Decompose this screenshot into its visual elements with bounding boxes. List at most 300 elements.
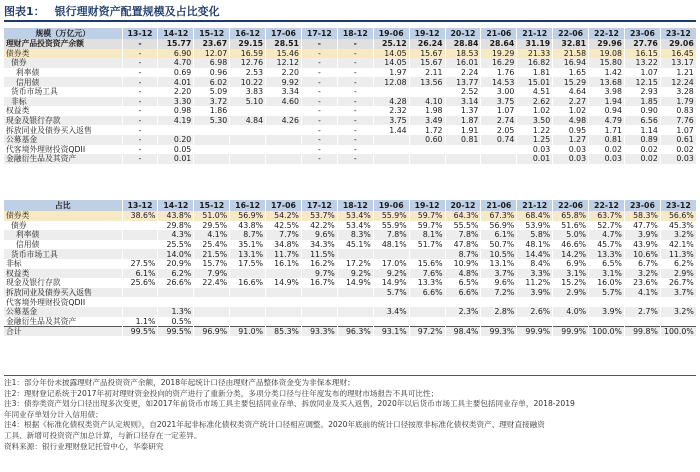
table-cell	[266, 307, 302, 317]
table-cell	[481, 145, 517, 155]
table-row	[4, 135, 696, 145]
table-cell: 12.07	[194, 49, 230, 59]
header-period-cell: 15-12	[194, 200, 230, 211]
table-cell: 0.94	[589, 106, 625, 116]
table-cell: 65.8%	[553, 211, 589, 221]
share-table	[4, 200, 697, 336]
table-cell: 35.1%	[230, 240, 266, 250]
table-cell: 16.94	[553, 58, 589, 68]
table-cell	[481, 297, 517, 307]
table-cell: 29.96	[589, 39, 625, 49]
table-cell: 4.79	[589, 116, 625, 126]
table-cell: 4.7%	[589, 230, 625, 240]
table-cell: 11.7%	[266, 249, 302, 259]
table-cell	[337, 297, 373, 307]
table-cell: 19.29	[481, 49, 517, 59]
table-cell: 1.14	[624, 125, 660, 135]
table-cell: -	[337, 49, 373, 59]
table-cell: 3.3%	[517, 269, 553, 279]
table-cell: 6.6%	[409, 288, 445, 298]
table-cell	[158, 125, 194, 135]
row-label: 代客境外理财投资QDII	[4, 297, 122, 307]
table-cell: 0.69	[158, 68, 194, 78]
table-cell: 3.4%	[373, 307, 409, 317]
table-cell: 5.09	[194, 87, 230, 97]
table-cell: 11.5%	[301, 249, 337, 259]
table-cell: 5.7%	[589, 288, 625, 298]
header-period-cell: 19-12	[409, 28, 445, 39]
table-cell: 1.3%	[158, 307, 194, 317]
footnote-line: 注1：部分年份未披露理财产品投资资产余额，2018年起统计口径由理财产品整体资金变为非保本理财；	[4, 378, 355, 387]
table-cell: 7.8%	[445, 230, 481, 240]
table-cell: 4.84	[230, 116, 266, 126]
table-cell: 14.2%	[553, 249, 589, 259]
table-cell: 51.0%	[194, 211, 230, 221]
table-cell: 0.90	[624, 106, 660, 116]
table-cell	[194, 297, 230, 307]
row-label: 信用债	[4, 77, 122, 87]
table-cell: 3.28	[660, 87, 696, 97]
table-cell	[122, 288, 158, 298]
table-row	[4, 116, 696, 126]
table-cell: 9.6%	[481, 278, 517, 288]
table-cell: 47.7%	[624, 221, 660, 231]
table-cell: 4.28	[373, 97, 409, 107]
table-cell	[624, 317, 660, 327]
table-cell: 64.3%	[445, 211, 481, 221]
table-cell	[517, 297, 553, 307]
table-cell: 48.1%	[517, 240, 553, 250]
footnotes	[4, 375, 696, 452]
table-cell: 16.45	[660, 49, 696, 59]
table-cell: 42.2%	[301, 221, 337, 231]
table-cell: 13.22	[624, 58, 660, 68]
row-label: 代客境外理财投资QDII	[4, 145, 122, 155]
table-cell: 99.8%	[624, 326, 660, 336]
table-cell: 85.3%	[266, 326, 302, 336]
table-cell: 2.9%	[553, 288, 589, 298]
figure-title	[4, 2, 696, 22]
table-cell: 10.6%	[624, 249, 660, 259]
table-cell: -	[122, 49, 158, 59]
table-cell: 0.98	[158, 106, 194, 116]
table-cell: 53.7%	[301, 211, 337, 221]
table-cell: 1.42	[589, 68, 625, 78]
table-cell	[122, 240, 158, 250]
table-cell: 0.02	[624, 154, 660, 164]
table-cell: 4.0%	[553, 307, 589, 317]
table-cell: -	[301, 116, 337, 126]
header-label-cell: 占比	[4, 200, 122, 211]
table-cell: -	[337, 68, 373, 78]
table-cell	[589, 297, 625, 307]
figure-caption: 银行理财资产配置规模及占比变化	[54, 5, 220, 18]
table-cell: 51.6%	[553, 221, 589, 231]
header-period-cell: 15-12	[194, 28, 230, 39]
table-cell: 7.9%	[194, 269, 230, 279]
table-cell: 14.9%	[337, 278, 373, 288]
table-cell: 1.37	[445, 106, 481, 116]
table-cell	[445, 154, 481, 164]
table-cell: 13.1%	[481, 259, 517, 269]
row-label: 利率债	[4, 68, 122, 78]
table-cell: 0.81	[589, 135, 625, 145]
header-period-cell: 19-06	[373, 28, 409, 39]
table-cell: -	[337, 39, 373, 49]
table-cell: 23.6%	[624, 278, 660, 288]
table-cell	[230, 125, 266, 135]
table-cell: 1.07	[660, 125, 696, 135]
table-cell: -	[122, 135, 158, 145]
table-cell: 97.2%	[409, 326, 445, 336]
table-cell: 15.67	[409, 58, 445, 68]
table-cell: 3.7%	[660, 288, 696, 298]
table-cell: 0.81	[445, 135, 481, 145]
table-cell: 67.3%	[481, 211, 517, 221]
table-cell	[230, 154, 266, 164]
table-cell: 1.87	[445, 116, 481, 126]
row-label: 金融衍生品及其资产	[4, 317, 122, 327]
table-row	[4, 221, 696, 231]
table-cell: 15.77	[158, 39, 194, 49]
table-cell: 3.50	[517, 116, 553, 126]
table-cell	[337, 317, 373, 327]
table-cell: -	[301, 97, 337, 107]
table-cell: 0.20	[158, 135, 194, 145]
table-cell: 1.27	[553, 135, 589, 145]
table-row	[4, 240, 696, 250]
table-cell: 3.2%	[624, 269, 660, 279]
table-cell: 16.0%	[589, 278, 625, 288]
table-cell: 16.15	[624, 49, 660, 59]
table-cell: 1.02	[517, 106, 553, 116]
table-cell: 3.1%	[553, 269, 589, 279]
table-cell: -	[301, 106, 337, 116]
table-cell: 99.3%	[481, 326, 517, 336]
table-cell: 1.91	[445, 125, 481, 135]
table-row	[4, 278, 696, 288]
table-cell	[409, 297, 445, 307]
footnote-line: 注3：债券类资产划分口径出现多次变更，如2017年前货币市场工具主要包括同业存单、拆放同业及买入返售，2020年以后货币市场工具主要包括同业存单，2018-2019	[4, 399, 575, 409]
header-period-cell: 16-12	[230, 28, 266, 39]
table-cell: 2.8%	[481, 307, 517, 317]
table-cell: -	[122, 154, 158, 164]
table-cell: 6.5%	[589, 259, 625, 269]
table-cell	[409, 145, 445, 155]
table-cell: 9.6%	[301, 230, 337, 240]
table-cell: 4.1%	[624, 288, 660, 298]
table-cell	[373, 154, 409, 164]
table-cell: 0.02	[589, 145, 625, 155]
table-cell: 14.0%	[158, 249, 194, 259]
table-cell: 0.03	[553, 154, 589, 164]
table-cell: -	[337, 97, 373, 107]
table-row	[4, 297, 696, 307]
table-cell	[122, 221, 158, 231]
table-cell: 2.24	[445, 68, 481, 78]
table-cell: 17.5%	[230, 259, 266, 269]
table-cell: 0.74	[481, 135, 517, 145]
table-cell: 3.00	[481, 87, 517, 97]
table-cell: -	[301, 77, 337, 87]
table-cell: 93.1%	[373, 326, 409, 336]
table-row	[4, 68, 696, 78]
table-cell: 58.3%	[624, 211, 660, 221]
table-cell	[373, 317, 409, 327]
table-cell: 13.3%	[589, 249, 625, 259]
table-cell	[194, 288, 230, 298]
table-cell: 3.49	[409, 116, 445, 126]
header-period-cell: 17-12	[301, 28, 337, 39]
table-cell: 4.64	[553, 87, 589, 97]
table-cell	[445, 297, 481, 307]
table-cell: 1.76	[481, 68, 517, 78]
table-cell: 14.9%	[373, 278, 409, 288]
header-period-cell: 22-12	[589, 28, 625, 39]
table-cell: 2.3%	[445, 307, 481, 317]
table-cell: 47.8%	[445, 240, 481, 250]
table-cell: 7.2%	[481, 288, 517, 298]
table-cell: -	[337, 154, 373, 164]
table-cell: 16.01	[445, 58, 481, 68]
table-cell: 4.98	[553, 116, 589, 126]
table-cell: 2.52	[445, 87, 481, 97]
table-cell: 13.17	[660, 58, 696, 68]
table-cell: 2.7%	[624, 307, 660, 317]
table-cell: 0.03	[553, 145, 589, 155]
table-cell: 26.24	[409, 39, 445, 49]
table-cell: 9.92	[266, 77, 302, 87]
table-cell: 16.2%	[301, 259, 337, 269]
table-cell: 3.9%	[517, 288, 553, 298]
table-cell: 1.07	[624, 68, 660, 78]
table-cell: 7.7%	[266, 230, 302, 240]
table-cell: -	[337, 77, 373, 87]
table-cell: 21.58	[553, 49, 589, 59]
table-cell: 0.02	[624, 145, 660, 155]
table-cell: 28.51	[266, 39, 302, 49]
table-cell: 0.89	[624, 135, 660, 145]
table-cell	[517, 317, 553, 327]
scale-table	[4, 28, 697, 164]
header-period-cell: 21-06	[481, 28, 517, 39]
header-period-cell: 22-06	[553, 28, 589, 39]
table-cell	[445, 317, 481, 327]
table-cell: 2.11	[409, 68, 445, 78]
table-cell: 13.77	[445, 77, 481, 87]
table-cell: 4.70	[158, 58, 194, 68]
table-cell: 29.8%	[158, 221, 194, 231]
row-label: 债券	[4, 58, 122, 68]
table-cell: 28.64	[481, 39, 517, 49]
table-cell: -	[122, 106, 158, 116]
table-row	[4, 259, 696, 269]
table-cell: 51.7%	[409, 240, 445, 250]
table-cell: -	[337, 87, 373, 97]
table-cell: -	[122, 68, 158, 78]
row-label: 现金及银行存款	[4, 278, 122, 288]
table-cell: 22.4%	[194, 278, 230, 288]
header-period-cell: 22-06	[553, 200, 589, 211]
table-cell: 15.29	[553, 77, 589, 87]
header-label-cell: 规模（万亿元）	[4, 28, 122, 39]
table-cell: -	[301, 58, 337, 68]
table-cell: 1.21	[660, 68, 696, 78]
table-cell: 6.9%	[553, 259, 589, 269]
table-cell	[230, 317, 266, 327]
table-cell: 9.2%	[337, 269, 373, 279]
table-cell: 3.7%	[481, 269, 517, 279]
table-cell: 8.4%	[517, 259, 553, 269]
table-cell: 2.6%	[517, 307, 553, 317]
table-cell: -	[301, 87, 337, 97]
table-cell: 43.8%	[158, 211, 194, 221]
table-cell	[409, 249, 445, 259]
table-cell: 1.22	[517, 125, 553, 135]
table-cell: -	[337, 125, 373, 135]
table-cell: 6.56	[624, 116, 660, 126]
table-row	[4, 269, 696, 279]
table-cell: 55.9%	[373, 221, 409, 231]
table-cell: 2.93	[624, 87, 660, 97]
header-period-cell: 19-06	[373, 200, 409, 211]
table-cell: 4.51	[517, 87, 553, 97]
table-cell: 6.6%	[445, 288, 481, 298]
table-cell	[373, 145, 409, 155]
table-cell: 100.0%	[589, 326, 625, 336]
table-cell: 17.2%	[337, 259, 373, 269]
table-cell: 45.1%	[337, 240, 373, 250]
table-cell: 0.03	[660, 154, 696, 164]
table-cell: -	[337, 135, 373, 145]
table-cell	[301, 297, 337, 307]
table-cell	[481, 317, 517, 327]
table-cell	[194, 154, 230, 164]
table-cell: 1.1%	[122, 317, 158, 327]
table-cell: 25.5%	[158, 240, 194, 250]
table-cell: 25.12	[373, 39, 409, 49]
table-cell: 42.5%	[266, 221, 302, 231]
table-cell: 3.2%	[660, 307, 696, 317]
table-cell: 4.1%	[194, 230, 230, 240]
row-label: 货币市场工具	[4, 249, 122, 259]
table-cell: 1.65	[553, 68, 589, 78]
table-cell: 4.26	[266, 116, 302, 126]
table-cell: 55.5%	[445, 221, 481, 231]
table-cell: 3.75	[373, 116, 409, 126]
table-cell: 3.83	[230, 87, 266, 97]
table-cell: 26.7%	[660, 278, 696, 288]
table-cell	[481, 154, 517, 164]
header-period-cell: 18-12	[337, 200, 373, 211]
table-cell	[409, 154, 445, 164]
table-cell: 5.8%	[517, 230, 553, 240]
header-period-cell: 13-12	[122, 200, 158, 211]
table-cell: 0.83	[660, 106, 696, 116]
table-row	[4, 307, 696, 317]
figure-label: 图表1：	[4, 5, 45, 18]
table-cell: 15.01	[517, 77, 553, 87]
header-period-cell: 17-06	[266, 28, 302, 39]
table-cell: 0.02	[660, 145, 696, 155]
table-cell	[194, 307, 230, 317]
table-cell: 14.4%	[517, 249, 553, 259]
table-cell: 16.6%	[230, 278, 266, 288]
table-header-row	[4, 200, 696, 211]
table-cell	[230, 269, 266, 279]
table-cell: 68.4%	[517, 211, 553, 221]
table-header-row	[4, 28, 696, 39]
table-cell: 0.01	[517, 154, 553, 164]
header-period-cell: 14-12	[158, 28, 194, 39]
row-label: 理财产品投资资产余额	[4, 39, 122, 49]
table-cell	[122, 297, 158, 307]
table-cell	[122, 307, 158, 317]
table-cell: 53.4%	[337, 221, 373, 231]
table-cell	[122, 230, 158, 240]
table-cell	[230, 135, 266, 145]
row-label: 合计	[4, 326, 122, 336]
table-cell: 15.6%	[409, 259, 445, 269]
table-cell	[266, 145, 302, 155]
table-cell: 96.9%	[194, 326, 230, 336]
table-cell: -	[122, 116, 158, 126]
table-cell: -	[301, 145, 337, 155]
table-cell: 43.9%	[624, 240, 660, 250]
header-period-cell: 17-06	[266, 200, 302, 211]
table-cell	[158, 297, 194, 307]
header-period-cell: 18-12	[337, 28, 373, 39]
table-cell: 3.30	[158, 97, 194, 107]
table-cell	[158, 288, 194, 298]
table-cell	[301, 317, 337, 327]
table-cell	[266, 269, 302, 279]
table-cell: 31.19	[517, 39, 553, 49]
table-cell: 7.6%	[409, 269, 445, 279]
row-label: 利率债	[4, 230, 122, 240]
table-cell: 93.3%	[301, 326, 337, 336]
table-cell: 3.1%	[589, 269, 625, 279]
header-period-cell: 23-12	[660, 200, 696, 211]
header-period-cell: 23-12	[660, 28, 696, 39]
table-cell: 2.32	[373, 106, 409, 116]
table-cell: 8.1%	[409, 230, 445, 240]
table-cell: 34.8%	[266, 240, 302, 250]
table-cell: -	[337, 58, 373, 68]
table-cell: 59.7%	[409, 221, 445, 231]
table-cell: 10.9%	[445, 259, 481, 269]
table-cell: 16.1%	[266, 259, 302, 269]
table-cell: 13.68	[589, 77, 625, 87]
table-cell: 3.34	[266, 87, 302, 97]
table-cell	[194, 125, 230, 135]
table-cell: 4.01	[158, 77, 194, 87]
table-cell: -	[301, 135, 337, 145]
table-cell: 4.3%	[158, 230, 194, 240]
table-cell: 1.07	[481, 106, 517, 116]
table-cell: 2.27	[553, 97, 589, 107]
table-cell	[373, 135, 409, 145]
row-label: 信用债	[4, 240, 122, 250]
table-cell: 3.75	[481, 97, 517, 107]
table-cell: 12.24	[660, 77, 696, 87]
table-cell: 6.2%	[158, 269, 194, 279]
table-cell: 12.76	[230, 58, 266, 68]
table-cell: -	[337, 116, 373, 126]
table-cell: 55.9%	[373, 211, 409, 221]
table-cell	[624, 297, 660, 307]
table-cell: 48.1%	[373, 240, 409, 250]
